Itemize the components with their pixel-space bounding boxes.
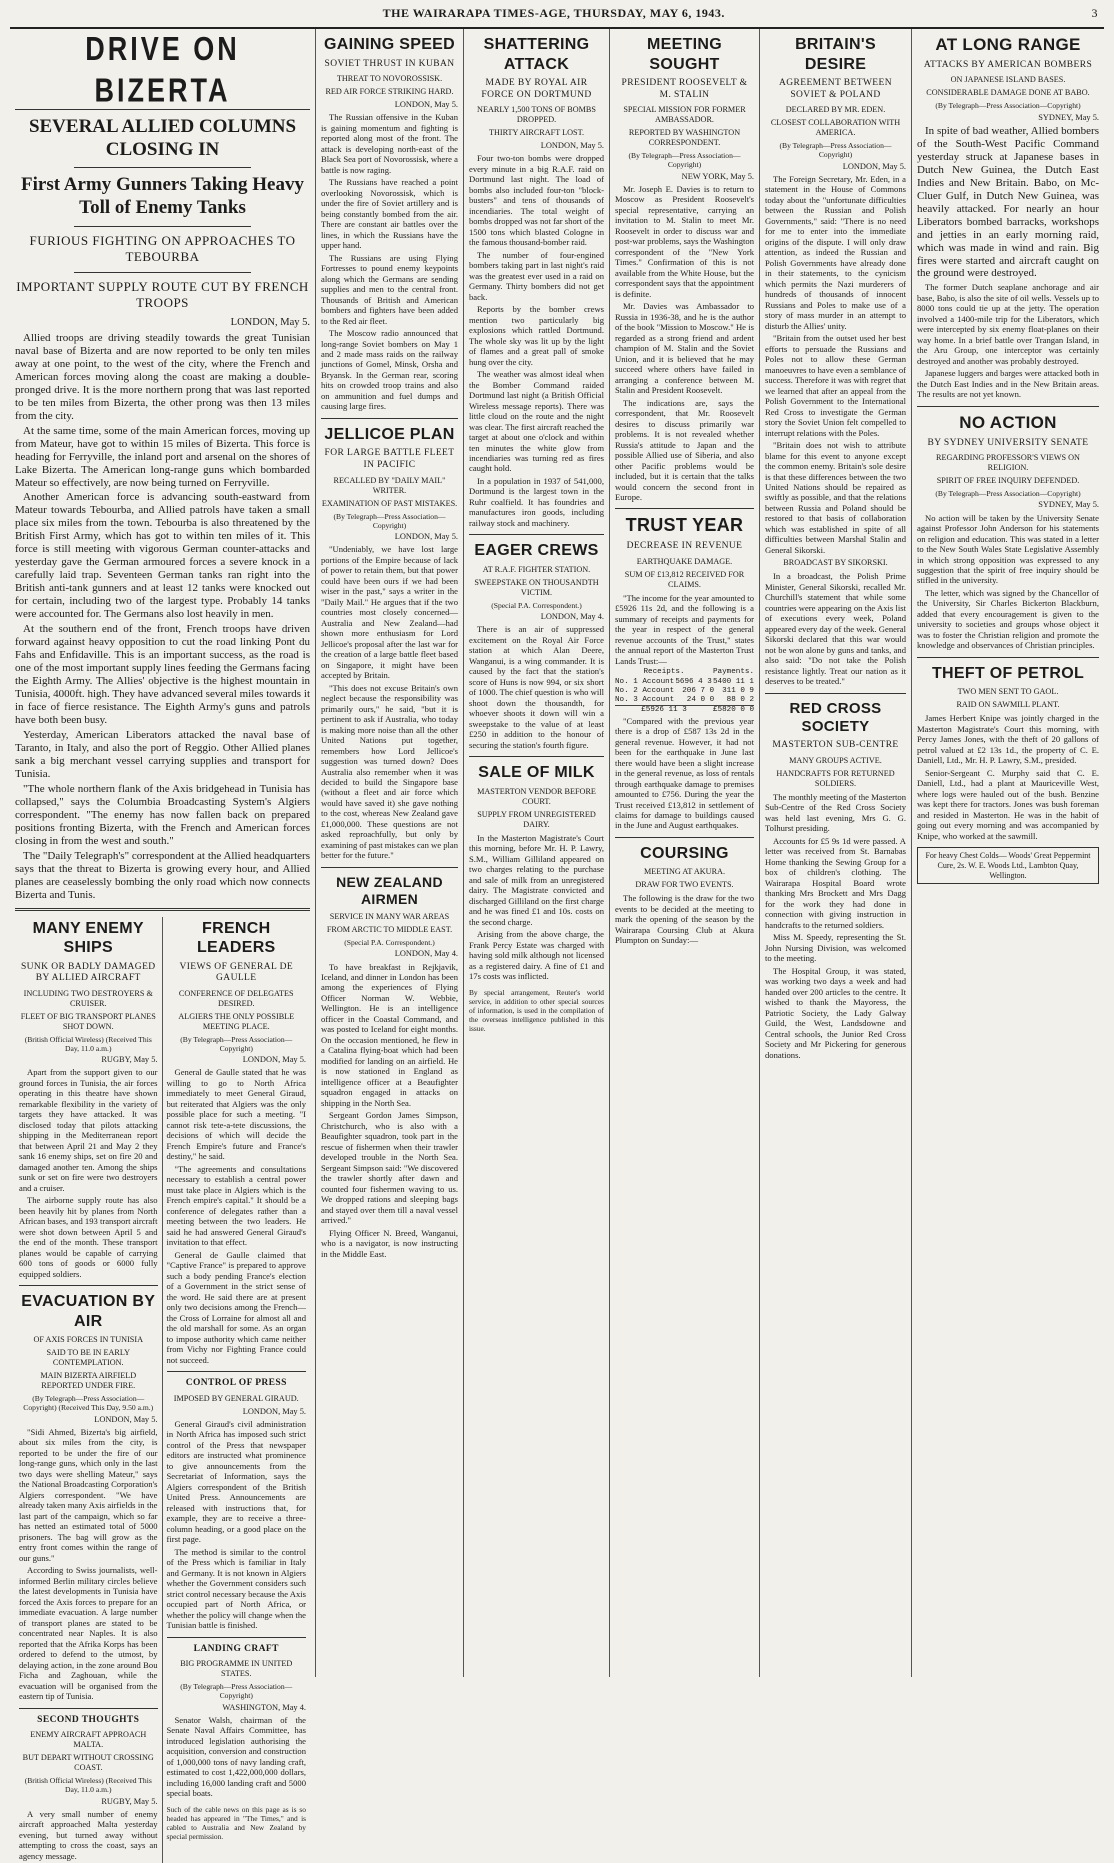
lead-paragraph: Allied troops are driving steadily towards the great Tunisian naval base of Bizerta and are now reported to be only ten miles away at one point, to the west of the city, where the French and American forces moving along the coast are making a double-pronged drive. It is the more northern prong that was last reported to be ten miles from Bizerta, the other prong was then 13 miles from the city.: [15, 331, 310, 422]
sale-milk-paragraph: Arising from the above charge, the Frank Percy Estate was charged with having sold milk although not licensed as a registered dairy. A fine of £1 and 17s costs was inflicted.: [469, 929, 604, 982]
french-leaders-paragraph: General de Gaulle claimed that "Captive France" is prepared to approve such a body pending France's election of a Government in the strict sense of the word. He said there are at present only two decisions among the French—the Cross of Lorraine for almost all and the old marshall for some. As an organ to impose authority which came neither from Vichy nor Fighting France could not succeed.: [166, 1249, 306, 1365]
gaining-speed-deck-2: THREAT TO NOVOROSSISK.: [336, 74, 443, 84]
no-action-deck-3: SPIRIT OF FREE INQUIRY DEFENDED.: [936, 476, 1080, 486]
nz-airmen-paragraph: Sergeant Gordon James Simpson, Christchurch, who is also with a Beaufighter squadron, took part in the rescue of fishermen when their trawler developed trouble in the North Sea. Sergeant Simpson said: "We discovered the trawler shortly after dawn and counted four fishermen waving to us. We dropped rations and sleeping bags and stayed over them till a naval vessel arrived.": [321, 1110, 458, 1226]
french-leaders-deck-3: ALGIERS THE ONLY POSSIBLE MEETING PLACE.: [178, 1011, 295, 1031]
long-range-deck-3: CONSIDERABLE DAMAGE DONE AT BABO.: [926, 88, 1090, 98]
table-row: [615, 696, 754, 705]
shattering-paragraph: The number of four-engined bombers taking part in last night's raid was the greatest ever used in a raid on Germany. Thirty bombers did not get back.: [469, 249, 604, 302]
meeting-paragraph: The indications are, says the correspondent, that Mr. Roosevelt desires to discuss primarily war problems. It is not revealed whether Russia's attitude to Japan and the possible Allied use of Siberia, and also other Pacific problems would be included, but it is certain that the talks would concern the second front in Europe.: [615, 397, 754, 502]
long-range-body: [917, 125, 1099, 281]
sale-milk-paragraph: In the Masterton Magistrate's Court this morning, before Mr. H. P. Lawry, S.M., William Gilliland appeared on two charges relating to the purchase and sale of milk from an unregistered dairy. The Magistrate convicted and discharged Gilliland on the first charge and he was fined £1 and 10s. costs on the second charge.: [469, 832, 604, 927]
gaining-speed-headline: GAINING SPEED: [323, 36, 456, 53]
jellicoe-dateline: LONDON, May 5.: [394, 532, 458, 542]
coursing-headline: COURSING: [640, 844, 729, 862]
enemy-ships-deck-3: FLEET OF BIG TRANSPORT PLANES SHOT DOWN.: [20, 1011, 156, 1031]
french-leaders-headline: FRENCH LEADERS: [196, 919, 276, 957]
trust-year-deck-1: DECREASE IN REVENUE: [626, 541, 743, 552]
landing-craft-source: (By Telegraph—Press Association—Copyright): [180, 1682, 293, 1701]
coursing-deck-1: MEETING AT AKURA.: [643, 867, 726, 877]
second-thoughts-headline: SECOND THOUGHTS: [37, 1714, 140, 1725]
shattering-deck-2: NEARLY 1,500 TONS OF BOMBS DROPPED.: [477, 105, 596, 125]
column-britains-desire: [760, 29, 912, 1677]
peppermint-cure-advert: For heavy Chest Colds— Woods' Great Peppermint Cure, 2s. W. E. Woods Ltd., Lambton Quay, Wellington.: [917, 847, 1099, 884]
britain-desire-paragraph: "Britain does not wish to attribute blame for this event to anyone except the common enemy. Britain's sole desire is that these differences between the two United Nations should be repaired as swiftly as possible, and that the relations between Russia and Poland should be restored to that basis of collaboration which was established in spite of all difficulties between Marshal Stalin and General Sikorski.: [765, 440, 906, 555]
red-cross-deck-3: HANDCRAFTS FOR RETURNED SOLDIERS.: [776, 768, 895, 788]
theft-paragraph: Senior-Sergeant C. Murphy said that C. E. Daniell, Ltd., had a plant at Mauriceville West, where logs were hauled out of the bush. Benzine was kept there for tractors. Jones was bush foreman and resided in Masterton. He was in the habit of going out every morning and was accompanied by Knipe, who worked at the sawmill.: [917, 767, 1099, 841]
jellicoe-source: (By Telegraph—Press Association—Copyright): [333, 511, 446, 530]
long-range-deck-2: ON JAPANESE ISLAND BASES.: [950, 75, 1066, 85]
columns: [10, 29, 1104, 1861]
shattering-paragraph: The weather was almost ideal when the Bomber Command raided Dortmund last night (a British Official Wireless message reports). There was little cloud on the route and the night was clear. The first aircraft reached the target at about one o'clock and within ten minutes the white glow from incendiaries was turning red as fires caught hold.: [469, 369, 604, 474]
jellicoe-deck-3: EXAMINATION OF PAST MISTAKES.: [321, 498, 458, 508]
nz-airmen-paragraph: Flying Officer N. Breed, Wanganui, who is a navigator, is now instructing in the Middle East.: [321, 1227, 458, 1259]
nz-airmen-paragraph: To have breakfast in Rejkjavik, Iceland, and dinner in London has been among the experiences of Flying Officer Norman W. Webbie, Wellington. He is an intelligence officer in the Coastal Command, and was posted to Iceland for eight months. On the occasion mentioned, he flew in a Catalina flying-boat which had been modified for landing on an airfield. He is now stationed in England as intelligence officer at a Beaufighter squadron engaged in attacks on shipping in the North Sea.: [321, 961, 458, 1108]
table-total-row: [615, 705, 754, 715]
enemy-ships-source: (British Official Wireless) (Received This Day, 11.0 a.m.): [24, 1034, 152, 1053]
britain-desire-paragraph: "Britain from the outset used her best efforts to persuade the Russians and Poles not to allow these German manoeuvres to have even a semblance of success. Therefore it was with regret that we learned that after an appeal from the Polish Government to the International Red Cross to investigate the German story the Soviet Union felt compelled to interrupt relations with the Poles.: [765, 333, 906, 438]
no-action-source: (By Telegraph—Press Association—Copyright): [935, 489, 1081, 499]
jellicoe-paragraph: "Undeniably, we have lost large portions of the Empire because of lack of power to retain them, but that power could have been ours if we had been wiser in the past," says a writer in the "Daily Mail." He argues that if the two countries most closely concerned—Australia and New Zealand—had shown more enthusiasm for Lord Jellicoe's proposal after the last war for the creation of a large battle fleet based on Singapore, it might have been accepted by Britain.: [321, 544, 458, 681]
landing-craft-paragraph: Senator Walsh, chairman of the Senate Naval Affairs Committee, has introduced legislation authorising the acquisition, conversion and construction of 1,000,000 tons of navy landing craft, estimated to cost 1,422,000,000 dollars, including 16,000 landing craft and 5000 special boats.: [166, 1714, 306, 1799]
gaining-speed-dateline: LONDON, May 5.: [394, 100, 458, 110]
shattering-deck-1: MADE BY ROYAL AIR FORCE ON DORTMUND: [481, 78, 592, 100]
trust-year-paragraph: "Compared with the previous year there is a drop of £587 13s 2d in the general revenue. However, it had not been for the earthquake in June last there would have been a slight increase in the general revenue, as loss of rentals through earthquake damage to premises amounted to £756. During the year the Trust received £13,812 in settlement of claims for damage to buildings caused in the June and August earthquakes.: [615, 715, 754, 831]
red-cross-paragraph: Accounts for £5 9s 1d were passed. A letter was received from St. Barnabas Home thanking the Sewing Group for a box of children's clothing. The Wairarapa Hospital Board wrote thanking Mrs Brockett and Mrs Dagg for the work they had done in connection with giving instruction in handcrafts to the returned soldiers.: [765, 835, 906, 930]
lead-paragraph: At the same time, some of the main American forces, moving up from Mateur, have got to within 15 miles of Bizerta. This force is heading for Ferryville, the inland port and arsenal on the shores of Lake Bizerta. The American long-range guns which bombarded Mateur so effectively, are now being turned on Ferryville.: [15, 424, 310, 489]
french-leaders-paragraph: "The agreements and consultations necessary to establish a central power must take place in Algiers which is the French empire's capital." It should be a conference of delegates rather than a meeting between the two leaders. He said he had answered General Giraud's invitation to that effect.: [166, 1163, 306, 1248]
gaining-speed-deck-1: SOVIET THRUST IN KUBAN: [324, 58, 455, 69]
theft-deck-2: RAID ON SAWMILL PLANT.: [956, 700, 1060, 710]
theft-headline: THEFT OF PETROL: [931, 664, 1085, 682]
control-press-headline: CONTROL OF PRESS: [185, 1378, 287, 1389]
control-press-dateline: LONDON, May 5.: [242, 1406, 306, 1416]
enemy-ships-deck-2: INCLUDING TWO DESTROYERS & CRUISER.: [23, 988, 153, 1008]
nz-airmen-headline: NEW ZEALAND AIRMEN: [336, 873, 443, 907]
table-cell: 206 7 0: [682, 686, 715, 695]
meeting-headline: MEETING SOUGHT: [647, 36, 722, 73]
lead-paragraph: Another American force is advancing south-eastward from Mateur towards Tebourba, and Allied patrols have taken a small place six miles from the town. Tebourba is also threatened by the British First Army, which has got to within ten miles of it. This force is still meeting with vigorous German counter-attacks and yesterday gave the German armoured forces a severe knock in a carefully laid trap. Seventeen German tanks ran right into the British anti-tank gunners and at least 12 tanks were knocked out for certain, including two of the largest type. Probably 14 tanks were accounted for. The Germans also lost heavily in men.: [15, 491, 310, 621]
meeting-source: (By Telegraph—Press Association—Copyright): [628, 151, 741, 170]
red-cross-deck-2: MANY GROUPS ACTIVE.: [789, 755, 882, 765]
table-cell: No. 2 Account: [615, 686, 675, 695]
red-cross-paragraph: Miss M. Speedy, representing the St. John Nursing Division, was welcomed to the meeting.: [765, 932, 906, 964]
lead-paragraph: "The whole northern flank of the Axis bridgehead in Tunisia has collapsed," says the Columbia Broadcasting System's Algiers correspondent. "The enemy has now fallen back on prepared positions fronting Bizerta, with the French and American forces closing in from the west and south.": [15, 782, 310, 847]
red-cross-paragraph: The Hospital Group, it was stated, was working two days a week and had handed over 200 articles to the centre. It wished to thank the Mayoress, the Patriotic Society, the Lady Galway Guild, the West, Landsdowne and Central schools, the Junior Red Cross Society and Mr Pickering for generous donations.: [765, 965, 906, 1060]
evacuation-dateline: LONDON, May 5.: [94, 1414, 158, 1424]
enemy-ships-headline: MANY ENEMY SHIPS: [32, 919, 144, 957]
britain-desire-deck-1: AGREEMENT BETWEEN SOVIET & POLAND: [779, 78, 892, 100]
table-cell: £5820 0 0: [712, 706, 754, 715]
trust-year-paragraph: "The income for the year amounted to £5926 11s 2d, and the following is a summary of receipts and payments for the year in respect of the general revenue accounts of the Trust," states the annual report of the Masterton Trust Lands Trust:—: [615, 593, 754, 666]
french-leaders-dateline: LONDON, May 5.: [242, 1055, 306, 1065]
second-thoughts-deck-2: BUT DEPART WITHOUT CROSSING COAST.: [22, 1753, 154, 1773]
reuters-note: By special arrangement, Reuter's world service, in addition to other special sources of information, is used in the compilation of the overseas intelligence published in this issue.: [469, 987, 604, 1033]
shattering-paragraph: Four two-ton bombs were dropped every minute in a big R.A.F. raid on Dortmund last night. The load of bombs also included four-ton "block-busters" and tens of thousands of incendiaries. The total weight of bombs dropped was not far short of the 1500 tons which blasted Cologne in the famous thousand-bomber raid.: [469, 153, 604, 248]
evacuation-deck-1: OF AXIS FORCES IN TUNISIA: [33, 1335, 143, 1345]
table-cell: No. 1 Account: [615, 677, 675, 686]
britain-desire-deck-3: CLOSEST COLLABORATION WITH AMERICA.: [770, 118, 901, 138]
table-row: [615, 687, 754, 696]
sale-milk-headline: SALE OF MILK: [478, 764, 595, 782]
landing-craft-headline: LANDING CRAFT: [193, 1643, 279, 1654]
second-thoughts-paragraph: A very small number of enemy aircraft approached Malta yesterday evening, but turned away without attempting to cross the coast, says an agency message.: [19, 1808, 158, 1861]
lead-paragraph: Yesterday, American Liberators attacked the naval base of Taranto, in Italy, and also the port of Reggio. Other Allied planes sank a big merchant vessel carrying supplies and transport for Tunisia.: [15, 728, 310, 780]
no-action-deck-2: REGARDING PROFESSOR'S VIEWS ON RELIGION.: [936, 453, 1080, 473]
britain-desire-dateline: LONDON, May 5.: [842, 161, 906, 171]
red-cross-paragraph: The monthly meeting of the Masterton Sub-Centre of the Red Cross Society was held last evening, Mrs G. G. Tolhurst presiding.: [765, 791, 906, 834]
page-number: 3: [1091, 6, 1098, 20]
lead-paragraph: The "Daily Telegraph's" correspondent at the Allied headquarters says that the threat to Bizerta is growing every hour, and Allied planes are ceaselessly bombing the only road which now connects Bizerta and Tunis.: [15, 849, 310, 901]
no-action-dateline: SYDNEY, May 5.: [1038, 500, 1099, 510]
enemy-ships-paragraph: The airborne supply route has also been heavily hit by planes from North African bases, and 193 transport aircraft were shot down between April 5 and the end of the month. These transport planes would be capable of carrying 600 tons of goods or 6000 fully equipped soldiers.: [19, 1195, 158, 1279]
accounts-table: [615, 668, 754, 715]
no-action-deck-1: BY SYDNEY UNIVERSITY SENATE: [927, 437, 1089, 448]
french-leaders-deck-2: CONFERENCE OF DELEGATES DESIRED.: [178, 988, 294, 1008]
nz-airmen-dateline: LONDON, May 4.: [394, 949, 458, 959]
second-thoughts-dateline: RUGBY, May 5.: [101, 1796, 158, 1806]
sikorski-paragraph: In a broadcast, the Polish Prime Minister, General Sikorski, recalled Mr. Churchill's statement that while some countries were appearing on the Axis list of executions every week, Poland appeared every day of the week. General Sikorski declared that this war would not be won alone by guns and tanks, and also said: "Do not take the Polish resistance lightly. Treat our nation as it deserves to be treated.": [765, 571, 906, 687]
nz-airmen-deck-1: SERVICE IN MANY WAR AREAS: [329, 912, 450, 922]
trust-year-deck-3: SUM OF £13,812 RECEIVED FOR CLAIMS.: [624, 570, 745, 589]
french-leaders-deck-1: VIEWS OF GENERAL DE GAULLE: [179, 961, 294, 984]
table-cell: 311 0 9: [722, 686, 754, 695]
lead-dateline: LONDON, May 5.: [230, 317, 310, 329]
eager-crews-paragraph: There is an air of suppressed excitement on the Royal Air Force station at which Alan Deere, Wanganui, is a wing commander. It is caused by the fact that the station's score of Huns is now 994, or six short of 1000. The chief question is who will shoot down the thousandth, for whoever shoots it down will win a sweepstake to the value of at least £250 in addition to the honour of securing the station's fourth figure.: [469, 624, 604, 750]
jellicoe-headline: JELLICOE PLAN: [324, 425, 455, 443]
french-leaders-paragraph: General de Gaulle stated that he was willing to go to North Africa immediately to meet General Giraud, but reiterated that Algiers was the only possible place for such a meeting. "I cannot risk tete-a-tete discussions, the decisions of which will decide the French Empire's future and France's destiny," he said.: [166, 1067, 306, 1162]
gaining-speed-paragraph: The Russian offensive in the Kuban is gaining momentum and fighting is reported along most of the front. The attack is developing north-east of the Black Sea port of Novorossisk, where a battle is now raging.: [321, 112, 458, 175]
evacuation-paragraph: "Sidi Ahmed, Bizerta's big airfield, about six miles from the city, is reported to be under the fire of our long-range guns, which only in the last two days were shelling Mateur," says the National Broadcasting Corporation's Algiers correspondent. "We have already taken many Axis airfields in the last part of the campaign, which so far has netted an estimated total of 5000 prisoners. The bag will grow as the entry front comes within the range of our guns.": [19, 1426, 158, 1563]
trust-year-headline: TRUST YEAR: [625, 515, 744, 536]
french-leaders-story: [163, 917, 311, 1863]
shattering-deck-3: THIRTY AIRCRAFT LOST.: [488, 128, 585, 138]
long-range-source: (By Telegraph—Press Association—Copyright): [935, 101, 1081, 111]
masthead-title: [16, 6, 1092, 21]
enemy-ships-paragraph: Apart from the support given to our ground forces in Tunisia, the air forces operating in this theatre have shown remarkable flexibility in the variety of targets they have attacked. It was disclosed today that pilots attacking shipping in the Mediterranean report that between April 21 and May 2 they sank 16 enemy ships, set on fire 20 and damaged another ten. Among the ships sunk or set on fire were two destroyers and a cruiser.: [19, 1067, 158, 1193]
britain-desire-paragraph: The Foreign Secretary, Mr. Eden, in a statement in the House of Commons today about the "unfortunate difficulties between the Russian and Polish Governments," said: "There is no need for me to enter into the immediate origins of the dispute. I will only draw attention, as indeed the Russian and Polish Governments have already done in their statements, to the cynicism which permits the Nazi murderers of hundreds of thousands of innocent Russians and Poles to make use of a story of mass murder in an attempt to disturb the Allies' unity.: [765, 173, 906, 331]
masthead: [10, 6, 1104, 29]
accounts-header: [615, 668, 754, 677]
control-press-deck: IMPOSED BY GENERAL GIRAUD.: [173, 1393, 299, 1403]
shattering-paragraph: Reports by the bomber crews mention two particularly big explosions which rattled Dortmund. The whole sky was lit up by the light of flames and a great pall of smoke hung over the city.: [469, 304, 604, 367]
french-leaders-source: (By Telegraph—Press Association—Copyright): [180, 1034, 293, 1053]
sikorski-headline: BROADCAST BY SIKORSKI.: [783, 558, 888, 568]
gaining-speed-deck-3: RED AIR FORCE STRIKING HARD.: [325, 87, 454, 97]
eager-crews-deck-1: AT R.A.F. FIGHTER STATION.: [482, 564, 591, 574]
long-range-dateline: SYDNEY, May 5.: [1038, 112, 1099, 122]
control-press-paragraph: The method is similar to the control of the Press which is familiar in Italy and Germany. It is not known in Algiers whether the Government considers such strict control necessary because the Axis occupied part of North Africa, or whether the policy will change when the Tunisian battle is finished.: [166, 1546, 306, 1631]
meeting-deck-2: SPECIAL MISSION FOR FORMER AMBASSADOR.: [623, 105, 746, 125]
red-cross-headline: RED CROSS SOCIETY: [789, 699, 882, 735]
evacuation-headline: EVACUATION BY AIR: [21, 1293, 156, 1330]
accounts-header-cell: Receipts.: [643, 668, 685, 677]
nz-airmen-deck-2: FROM ARCTIC TO MIDDLE EAST.: [326, 925, 453, 935]
column-meeting-sought: [610, 29, 760, 1677]
table-cell: £5926 11 3: [641, 706, 687, 715]
shattering-headline: SHATTERING ATTACK: [483, 36, 590, 73]
coursing-deck-2: DRAW FOR TWO EVENTS.: [635, 880, 734, 890]
theft-deck-1: TWO MEN SENT TO GAOL.: [957, 687, 1059, 697]
table-cell: 5696 4 3: [675, 677, 712, 686]
meeting-paragraph: Mr. Davies was Ambassador to Russia in 1936-38, and he is the author of the book "Mission to Moscow." He is regarded as a strong friend and ardent champion of M. Stalin and the Soviet Union, and it is believed that he may succeed where others have failed in arranging a conference between M. Stalin and President Roosevelt.: [615, 301, 754, 396]
column-long-range: [912, 29, 1104, 1677]
enemy-ships-story: [15, 917, 163, 1863]
table-cell: 24 0 0: [686, 696, 715, 705]
gaining-speed-paragraph: The Moscow radio announced that long-range Soviet bombers on May 1 and 2 made mass raids on the railway junctions of Gomel, Minsk, Orsha and Bryansk. In the German rear, scoring hits on crowded troop trains and also on ammunition and fuel dumps and causing large fires.: [321, 328, 458, 412]
table-cell: 5400 11 1: [712, 677, 754, 686]
shattering-dateline: LONDON, May 5.: [540, 141, 604, 151]
enemy-ships-dateline: RUGBY, May 5.: [101, 1055, 158, 1065]
evacuation-deck-3: MAIN BIZERTA AIRFIELD REPORTED UNDER FIRE.: [40, 1371, 137, 1391]
eager-crews-headline: EAGER CREWS: [474, 542, 599, 560]
control-press-paragraph: General Giraud's civil administration in North Africa has imposed such strict control of the Press that newspaper editors are instructed what prominence to give announcements from the Secretariat of Information, says the Algiers correspondent of the British United Press. Announcements are released with instructions that, for example, they are to receive a three-column heading, or a good place on the first page.: [166, 1418, 306, 1545]
enemy-ships-deck-1: SUNK OR BADLY DAMAGED BY ALLIED AIRCRAFT: [20, 961, 156, 984]
long-range-headline: AT LONG RANGE: [935, 35, 1081, 54]
paper-name: THE WAIRARAPA TIMES-AGE,: [382, 6, 571, 20]
meeting-deck-3: REPORTED BY WASHINGTON CORRESPONDENT.: [628, 128, 741, 148]
second-thoughts-source: (British Official Wireless) (Received This Day, 11.0 a.m.): [24, 1776, 152, 1795]
jellicoe-deck-2: RECALLED BY "DAILY MAIL" WRITER.: [333, 475, 446, 495]
sale-milk-deck-2: SUPPLY FROM UNREGISTERED DAIRY.: [477, 809, 596, 829]
lead-column: [10, 29, 316, 1861]
jellicoe-paragraph: "This does not excuse Britain's own neglect because the responsibility was primarily ours," he said, "but it is pertinent to ask if Australia, who today is making more noise than all the other United Nations put together, remembers how Lord Jellicoe's suggestion was turned down? Does Australia also remember when it was decided to build the Singapore base (without a fleet and air force which would have saved it) she gave nothing to the cost, whereas New Zealand gave £1,000,000. These questions are not asked reproachfully, but only by examining of past mistakes can we plan better for the future.": [321, 682, 458, 861]
column-shattering-attack: [464, 29, 610, 1677]
no-action-headline: NO ACTION: [959, 412, 1057, 432]
eager-crews-dateline: LONDON, May 4.: [540, 612, 604, 622]
lead-deck-3: FURIOUS FIGHTING ON APPROACHES TO TEBOURBA: [29, 233, 296, 265]
meeting-deck-1: PRESIDENT ROOSEVELT & M. STALIN: [621, 78, 748, 100]
column-gaining-speed: [316, 29, 464, 1677]
table-cell: 88 0 2: [726, 696, 754, 705]
eager-crews-deck-2: SWEEPSTAKE ON THOUSANDTH VICTIM.: [474, 577, 599, 597]
lead-deck-1: SEVERAL ALLIED COLUMNS CLOSING IN: [28, 115, 297, 160]
lead-article: [15, 317, 310, 901]
accounts-header-cell: Payments.: [712, 668, 754, 677]
table-cell: No. 3 Account: [615, 696, 675, 705]
times-note: Such of the cable news on this page as is so headed has appeared in "The Times," and is cabled to Australia and New Zealand by special permission.: [166, 1804, 306, 1841]
lead-headline: DRIVE ON BIZERTA: [85, 30, 240, 109]
long-range-paragraph: Japanese luggers and barges were attacked both in the Dutch East Indies and in the New Britain areas. The results are not yet known.: [917, 368, 1099, 400]
long-range-deck-1: ATTACKS BY AMERICAN BOMBERS: [923, 59, 1093, 70]
nz-airmen-source: (Special P.A. Correspondent.): [344, 938, 435, 948]
evacuation-paragraph: According to Swiss journalists, well-informed Berlin military circles believe the latest developments in Tunisia have forced the Axis forces to prepare for an immediate evacuation. A large number of transport planes are stated to be concentrated near Naples. It is also reported that the Afrika Korps has been ordered to defend to the utmost, by delaying action, in the zone around Bou Ficha and Zaghouan, while the evacuation will be organised from the eastern tip of Tunisia.: [19, 1565, 158, 1702]
trust-year-deck-2: EARTHQUAKE DAMAGE.: [636, 557, 733, 566]
britain-desire-deck-2: DECLARED BY MR. EDEN.: [785, 105, 886, 115]
issue-date: THURSDAY, MAY 6, 1943.: [573, 6, 725, 20]
long-range-paragraph: In spite of bad weather, Allied bombers of the South-West Pacific Command yesterday struck at Japanese bases in Dutch New Guinea, the Dutch East Indies and New Britain. Babo, on Mc-Cluer Gulf, in Dutch New Guinea, was heavily attacked. For nearly an hour Liberators bombed barracks, workshops and jetties in an early morning raid, which was made in wind and rain. Big fires were started and aircraft caught on the ground were destroyed.: [917, 124, 1099, 280]
evacuation-deck-2: SAID TO BE IN EARLY CONTEMPLATION.: [46, 1348, 130, 1368]
lead-lower-split: [15, 917, 310, 1863]
jellicoe-deck-1: FOR LARGE BATTLE FLEET IN PACIFIC: [324, 448, 455, 470]
long-range-paragraph: The former Dutch seaplane anchorage and air base, Babo, is also the site of oil wells. Vessels up to 8000 tons could tie up at the jetty. The operation involved a 1400-mile trip for the Liberators, which were intercepted by six enemy float-planes on their way home. In a brief battle over Trangan Island, in the Aru Group, one interceptor was certainly destroyed and another was probably destroyed.: [917, 282, 1099, 366]
shattering-paragraph: In a population in 1937 of 541,000, Dortmund is the largest town in the Ruhr coalfield. It has foundries and manufactures iron goods, including railway stock and machinery.: [469, 475, 604, 528]
meeting-paragraph: Mr. Joseph E. Davies is to return to Moscow as President Roosevelt's special representative, carrying an invitation to M. Stalin to meet Mr. Roosevelt in order to discuss war and post-war problems, says the Washington correspondent of the "New York Times." Confirmation of this is not available from the White House, but the correspondent says that the appointment is definite.: [615, 183, 754, 299]
second-thoughts-deck-1: ENEMY AIRCRAFT APPROACH MALTA.: [30, 1730, 147, 1750]
britain-desire-source: (By Telegraph—Press Association—Copyright): [779, 141, 892, 160]
no-action-paragraph: The letter, which was signed by the Chancellor of the University, Sir Charles Bickerton Blackburn, added that every encouragement is given to the university to societies and groups whose object it was to foster the Christian religion and promote the knowledge and observances of Christian principles.: [917, 587, 1099, 651]
gaining-speed-paragraph: The Russians have reached a point overlooking Novorossisk, which is under the fire of Soviet artillery and is being constantly bombed from the air. There are constant air battles over the lines, in which the Russians have the upper hand.: [321, 177, 458, 251]
landing-craft-deck: BIG PROGRAMME IN UNITED STATES.: [180, 1659, 293, 1679]
sale-milk-deck-1: MASTERTON VENDOR BEFORE COURT.: [477, 786, 596, 806]
no-action-paragraph: No action will be taken by the University Senate against Professor John Anderson for his statements on religion and education. This was stated in a letter to the New South Wales State Legislative Assembly in which strong opposition was expressed to any suggestion that the spirit of free inquiry should be stifled in the university.: [917, 512, 1099, 586]
coursing-paragraph: The following is the draw for the two events to be decided at the meeting to mark the opening of the season by the Wairarapa Coursing Club at Akura Plumpton on Sunday:—: [615, 893, 754, 946]
table-row: [615, 678, 754, 687]
evacuation-source: (By Telegraph—Press Association—Copyright) (Received This Day, 9.50 a.m.): [23, 1394, 154, 1413]
lead-deck-2: First Army Gunners Taking Heavy Toll of Enemy Tanks: [21, 174, 304, 219]
lead-paragraph: At the southern end of the front, French troops have driven forward against heavy opposition to cut the road linking Pont du Fahs and Enfidaville. This is an important success, as the road is one of the most important supply lines feeding the Germans facing the Eighth Army. The Allies' objective is the highest mountain in Tunisia, 4000ft. high. They have advanced several miles towards it in face of fierce resistance. The Eighth Army's guns and patrols have both been busy.: [15, 623, 310, 726]
lead-deck-4: IMPORTANT SUPPLY ROUTE CUT BY FRENCH TROOPS: [16, 278, 309, 310]
eager-crews-source: (Special P.A. Correspondent.): [491, 600, 582, 610]
landing-craft-dateline: WASHINGTON, May 4.: [222, 1702, 306, 1712]
britain-desire-headline: BRITAIN'S DESIRE: [795, 36, 876, 73]
gaining-speed-paragraph: The Russians are using Flying Fortresses to pound enemy keypoints along which the Germans are sending supplies and men to the central front. Thousands of British and American bombers and fighters have been added to the Red air fleet.: [321, 252, 458, 326]
meeting-dateline: NEW YORK, May 5.: [681, 171, 754, 181]
theft-paragraph: James Herbert Knipe was jointly charged in the Masterton Magistrate's Court this morning, with Percy James Jones, with the theft of 20 gallons of petrol valued at £2 13s 1d., the property of C. E. Daniell, Ltd., Mr. H. P. Lawry, S.M., presided.: [917, 713, 1099, 766]
red-cross-deck-1: MASTERTON SUB-CENTRE: [772, 740, 899, 751]
